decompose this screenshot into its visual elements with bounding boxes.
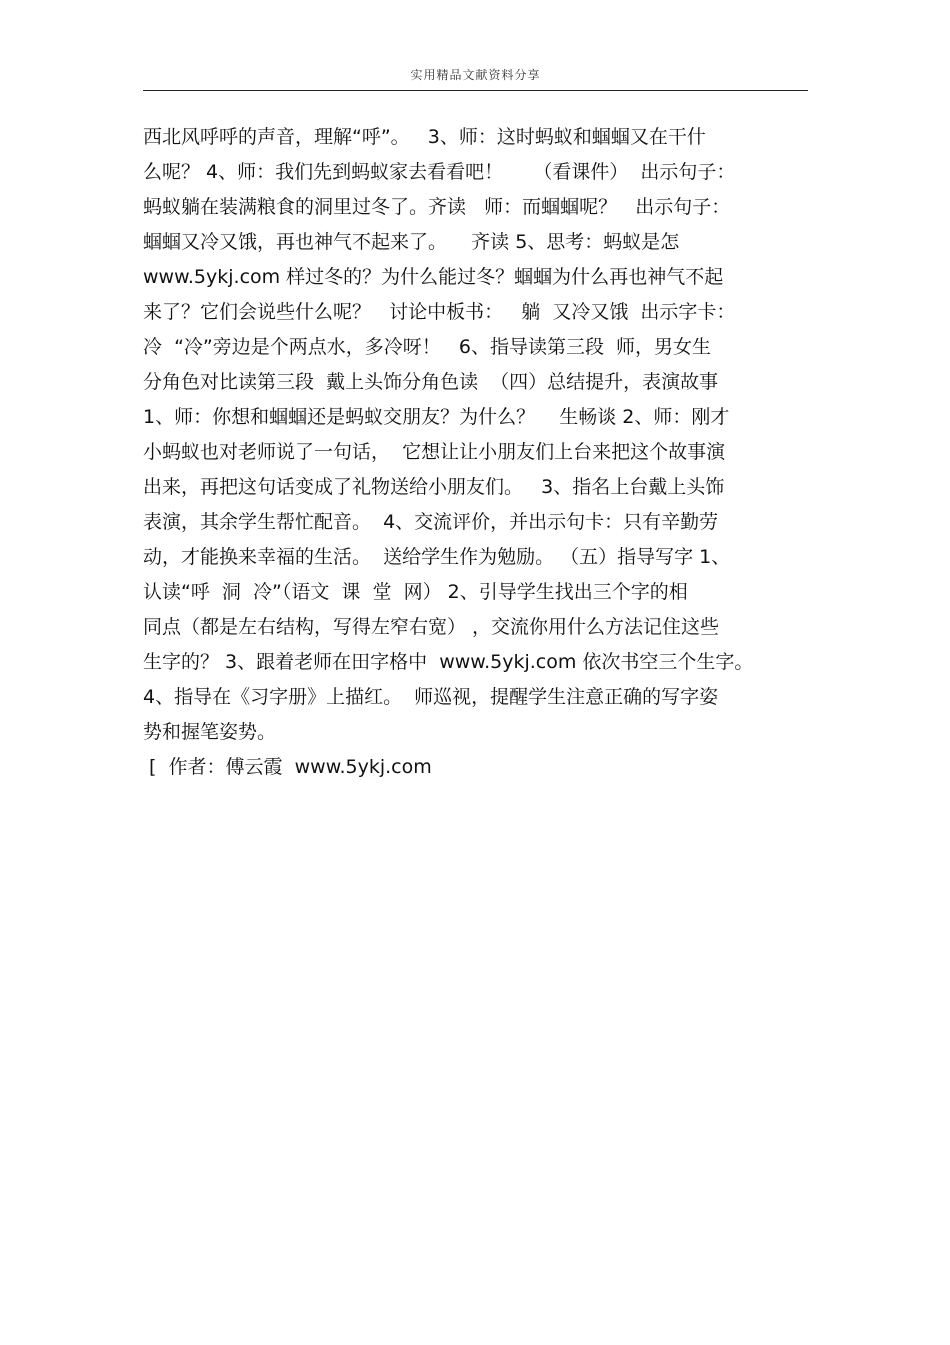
text-line: 蝈蝈又冷又饿，再也神气不起来了。 齐读 5、思考：蚂蚁是怎 (143, 231, 680, 253)
text-line: 1、师：你想和蝈蝈还是蚂蚁交朋友？为什么？ 生畅谈 2、师：刚才 (143, 406, 730, 428)
text-line: www.5ykj.com 样过冬的？为什么能过冬？蝈蝈为什么再也神气不起 (143, 266, 724, 288)
text-line: 同点（都是左右结构，写得左窄右宽） ，交流你用什么方法记住这些 (143, 616, 720, 638)
text-line: 分角色对比读第三段 戴上头饰分角色读 （四）总结提升，表演故事 (143, 371, 719, 393)
author-line: [ 作者：傅云霞 www.5ykj.com (143, 756, 432, 778)
document-body (143, 120, 813, 785)
text-line: 生字的？ 3、跟着老师在田字格中 www.5ykj.com 依次书空三个生字。 (143, 651, 754, 673)
text-line: 来了？它们会说些什么呢？ 讨论中板书： 躺 又冷又饿 出示字卡： (143, 301, 736, 323)
text-line: 小蚂蚁也对老师说了一句话， 它想让让小朋友们上台来把这个故事演 (143, 441, 726, 463)
text-line: 蚂蚁躺在装满粮食的洞里过冬了。齐读 师：而蝈蝈呢？ 出示句子： (143, 196, 731, 218)
text-line: 4、指导在《习字册》上描红。 师巡视，提醒学生注意正确的写字姿 (143, 686, 719, 708)
text-line: 西北风呼呼的声音，理解“呼”。 3、师：这时蚂蚁和蝈蝈又在干什 (143, 126, 706, 148)
header-divider (143, 90, 808, 91)
text-line: 势和握笔姿势。 (143, 721, 277, 743)
text-line: 出来，再把这句话变成了礼物送给小朋友们。 3、指名上台戴上头饰 (143, 476, 725, 498)
text-line: 表演，其余学生帮忙配音。 4、交流评价，并出示句卡：只有辛勤劳 (143, 511, 719, 533)
page-header: 实用精品文献资料分享 (410, 68, 541, 82)
text-line: 么呢？ 4、师：我们先到蚂蚁家去看看吧！ （看课件） 出示句子： (143, 161, 736, 183)
text-line: 认读“呼 洞 冷”（语文 课 堂 网） 2、引导学生找出三个字的相 (143, 581, 688, 603)
text-line: 冷 “冷”旁边是个两点水，多冷呀！ 6、指导读第三段 师，男女生 (143, 336, 712, 358)
text-line: 动，才能换来幸福的生活。 送给学生作为勉励。 （五）指导写字 1、 (143, 546, 731, 568)
